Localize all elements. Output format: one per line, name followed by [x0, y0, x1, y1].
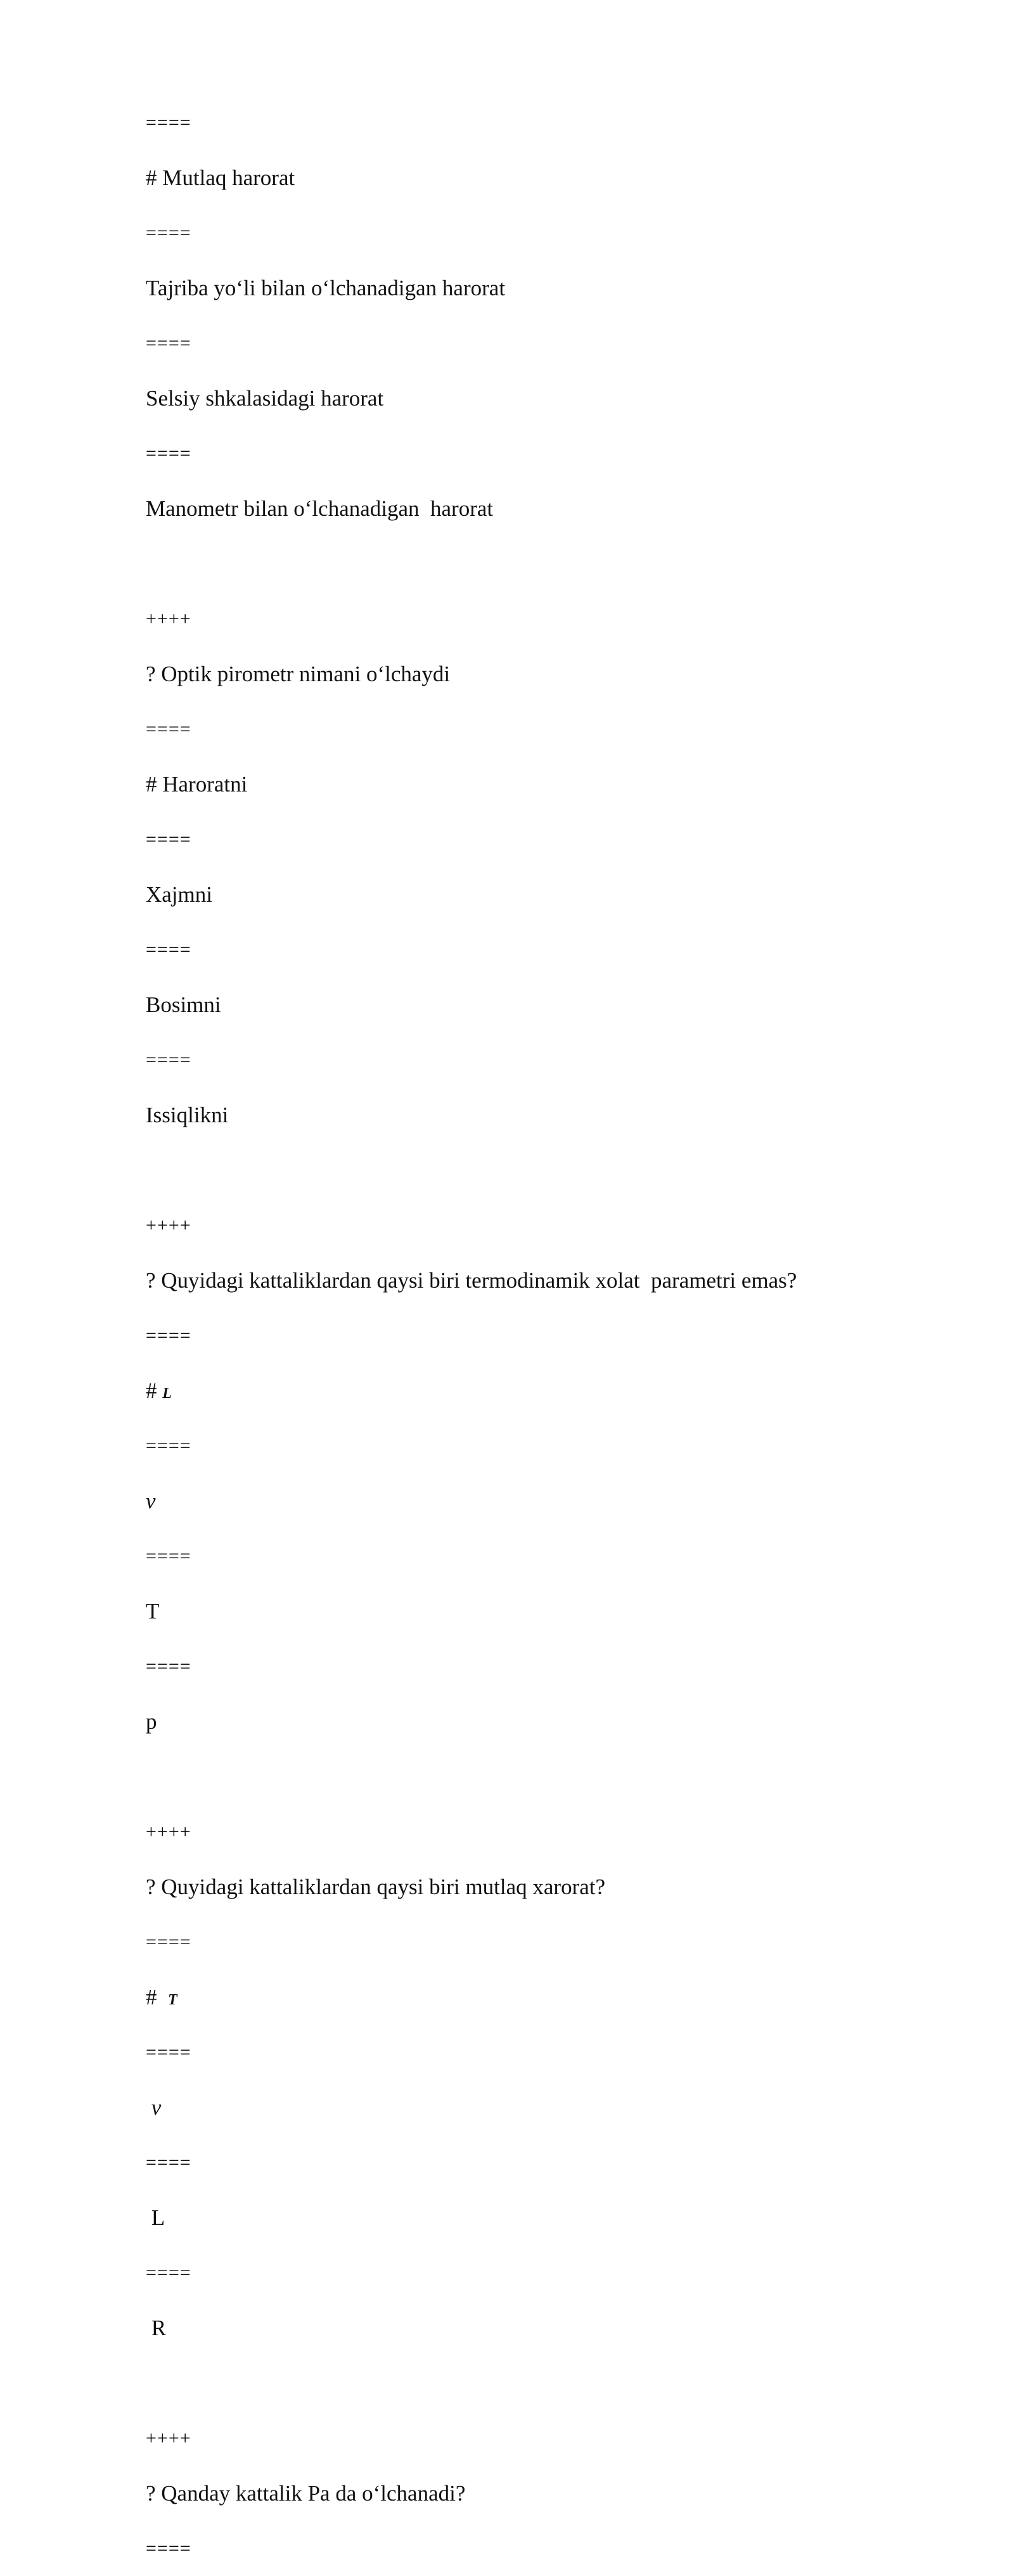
- separator: ====: [146, 1049, 191, 1070]
- answer-prefix: #: [146, 1985, 168, 2009]
- answer-option: Selsiy shkalasidagi harorat: [146, 386, 384, 411]
- blank-line: [146, 1749, 906, 1804]
- question-marker: ++++: [146, 1821, 191, 1842]
- document-page: [146, 95, 906, 2576]
- blank-line: [146, 1143, 906, 1198]
- question-marker: ++++: [146, 2428, 191, 2449]
- symbol-L: L: [162, 1385, 172, 1402]
- separator: ====: [146, 1546, 191, 1567]
- separator: ====: [146, 2042, 191, 2063]
- answer-option: p: [146, 1709, 157, 1734]
- answer-option: Xajmni: [146, 882, 212, 907]
- separator: ====: [146, 719, 191, 740]
- question-text: ? Quyidagi kattaliklardan qaysi biri termodinamik xolat parametri emas?: [146, 1268, 797, 1293]
- answer-option: Manometr bilan o‘lchanadigan harorat: [146, 496, 494, 521]
- separator: ====: [146, 2538, 191, 2559]
- separator: ====: [146, 443, 191, 464]
- separator: ====: [146, 1325, 191, 1346]
- answer-option: Issiqlikni: [146, 1103, 229, 1127]
- separator: ====: [146, 1932, 191, 1952]
- separator: ====: [146, 2152, 191, 2173]
- separator: ====: [146, 2262, 191, 2283]
- symbol-T: T: [168, 1992, 177, 2008]
- question-text: ? Quyidagi kattaliklardan qaysi biri mutlaq xarorat?: [146, 1874, 606, 1899]
- blank-line: [146, 536, 906, 591]
- separator: ====: [146, 939, 191, 960]
- answer-option: Bosimni: [146, 992, 221, 1017]
- separator: ====: [146, 1656, 191, 1677]
- answer-option: v: [146, 2095, 162, 2120]
- separator: ====: [146, 1435, 191, 1456]
- blank-line: [146, 2355, 906, 2411]
- answer-correct: # Mutlaq harorat: [146, 165, 295, 190]
- separator: ====: [146, 222, 191, 243]
- answer-option: L: [146, 2205, 165, 2230]
- question-marker: ++++: [146, 1215, 191, 1236]
- separator: ====: [146, 333, 191, 354]
- separator: ====: [146, 829, 191, 850]
- question-text: ? Optik pirometr nimani o‘lchaydi: [146, 662, 451, 686]
- answer-option: T: [146, 1599, 160, 1624]
- separator: ====: [146, 112, 191, 133]
- answer-correct: [146, 1363, 906, 1418]
- answer-option: R: [146, 2316, 167, 2340]
- answer-correct: [146, 1970, 906, 2025]
- question-text: ? Qanday kattalik Pa da o‘lchanadi?: [146, 2481, 466, 2506]
- answer-option: v: [146, 1489, 156, 1513]
- answer-correct: # Haroratni: [146, 772, 248, 797]
- answer-option: Tajriba yo‘li bilan o‘lchanadigan harorat: [146, 276, 506, 300]
- answer-prefix: #: [146, 1378, 163, 1403]
- question-marker: ++++: [146, 608, 191, 629]
